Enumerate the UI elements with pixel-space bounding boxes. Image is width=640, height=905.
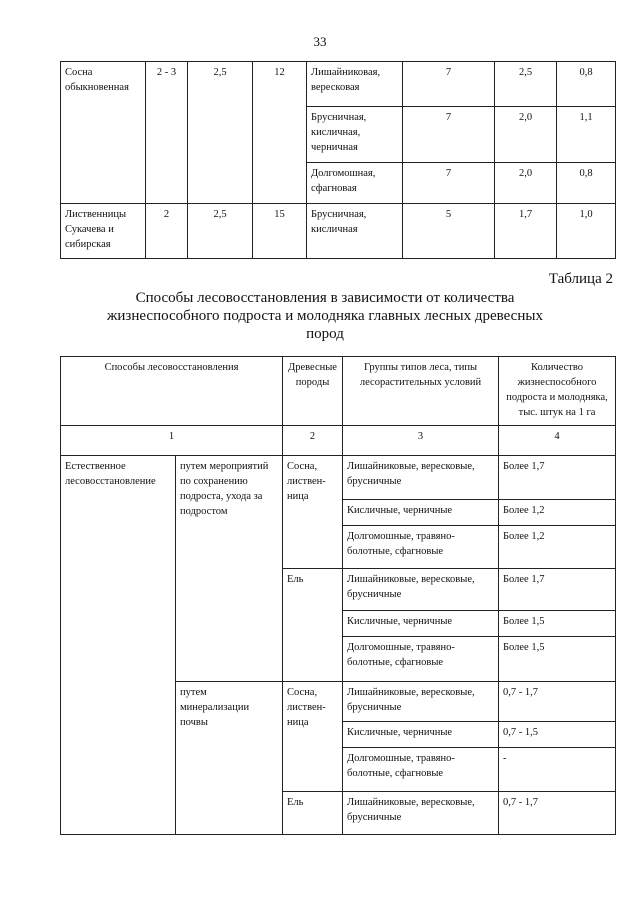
forest-group-cell: Кисличные, черничные — [343, 611, 499, 637]
table-cell: 7 — [403, 107, 495, 163]
header-quantity: Количество жизнеспособного подроста и молодняка, тыс. штук на 1 га — [499, 357, 616, 426]
page-number: 33 — [313, 34, 327, 49]
table-cell: 7 — [403, 163, 495, 204]
table-cell: 1,0 — [557, 204, 616, 259]
quantity-cell: 0,7 - 1,7 — [499, 682, 616, 722]
forest-type-cell: Лишайниковая, вересковая — [307, 62, 403, 107]
table-cell: 0,8 — [557, 163, 616, 204]
species-cell: Ель — [283, 569, 343, 682]
table-cell: 2 — [146, 204, 188, 259]
table-cell: 2,5 — [188, 204, 253, 259]
forest-group-cell: Долгомошные, травяно-болотные, сфагновые — [343, 637, 499, 682]
forest-group-cell: Долгомошные, травяно-болотные, сфагновые — [343, 748, 499, 792]
forest-group-cell: Кисличные, черничные — [343, 500, 499, 526]
continued-table — [60, 61, 616, 259]
col-number: 1 — [61, 426, 283, 456]
quantity-cell: 0,7 - 1,7 — [499, 792, 616, 835]
sub-method-cell: путем минерализации почвы — [176, 682, 283, 835]
table-cell: 0,8 — [557, 62, 616, 107]
table-cell: 7 — [403, 62, 495, 107]
quantity-cell: Более 1,2 — [499, 500, 616, 526]
quantity-cell: Более 1,7 — [499, 456, 616, 500]
species-cell: Сосна, листвен-ница — [283, 682, 343, 792]
col-number: 2 — [283, 426, 343, 456]
forest-type-cell: Брусничная, кисличная — [307, 204, 403, 259]
header-groups: Группы типов леса, типы лесорастительных условий — [343, 357, 499, 426]
quantity-cell: Более 1,2 — [499, 526, 616, 569]
table-cell: 2,5 — [495, 62, 557, 107]
table-row — [61, 456, 616, 500]
header-species: Древесные породы — [283, 357, 343, 426]
header-row — [61, 357, 616, 426]
forest-group-cell: Долгомошные, травяно-болотные, сфагновые — [343, 526, 499, 569]
forest-group-cell: Лишайниковые, вересковые, брусничные — [343, 682, 499, 722]
table-cell: 1,1 — [557, 107, 616, 163]
species-cell: Ель — [283, 792, 343, 835]
quantity-cell: - — [499, 748, 616, 792]
method-cell: Естественное лесовосстановление — [61, 456, 176, 835]
quantity-cell: 0,7 - 1,5 — [499, 722, 616, 748]
forest-type-cell: Брусничная, кисличная, черничная — [307, 107, 403, 163]
quantity-cell: Более 1,5 — [499, 611, 616, 637]
table-row — [61, 62, 616, 107]
table-cell: 2,0 — [495, 107, 557, 163]
forest-group-cell: Лишайниковые, вересковые, брусничные — [343, 569, 499, 611]
species-cell: Лиственницы Сукачева и сибирская — [61, 204, 146, 259]
table-cell: 2 - 3 — [146, 62, 188, 204]
forest-group-cell: Лишайниковые, вересковые, брусничные — [343, 792, 499, 835]
col-number: 4 — [499, 426, 616, 456]
col-number: 3 — [343, 426, 499, 456]
table-cell: 15 — [253, 204, 307, 259]
forest-type-cell: Долгомошная, сфагновая — [307, 163, 403, 204]
number-row — [61, 426, 616, 456]
table-cell: 1,7 — [495, 204, 557, 259]
sub-method-cell: путем мероприятий по сохранению подроста, ухода за подростом — [176, 456, 283, 682]
quantity-cell: Более 1,7 — [499, 569, 616, 611]
table-cell: 5 — [403, 204, 495, 259]
quantity-cell: Более 1,5 — [499, 637, 616, 682]
species-cell: Сосна, листвен-ница — [283, 456, 343, 569]
table-label: Таблица 2 — [548, 271, 613, 287]
table-cell: 2,5 — [188, 62, 253, 204]
reforestation-table — [60, 356, 616, 835]
table-row — [61, 204, 616, 259]
table-cell: 2,0 — [495, 163, 557, 204]
header-methods: Способы лесовосстановления — [61, 357, 283, 426]
table-cell: 12 — [253, 62, 307, 204]
forest-group-cell: Кисличные, черничные — [343, 722, 499, 748]
species-cell: Сосна обыкновенная — [61, 62, 146, 204]
table-title: Способы лесовосстановления в зависимости от количества жизнеспособного подроста и молодняка главных лесных древесных пород — [107, 290, 543, 342]
forest-group-cell: Лишайниковые, вересковые, брусничные — [343, 456, 499, 500]
